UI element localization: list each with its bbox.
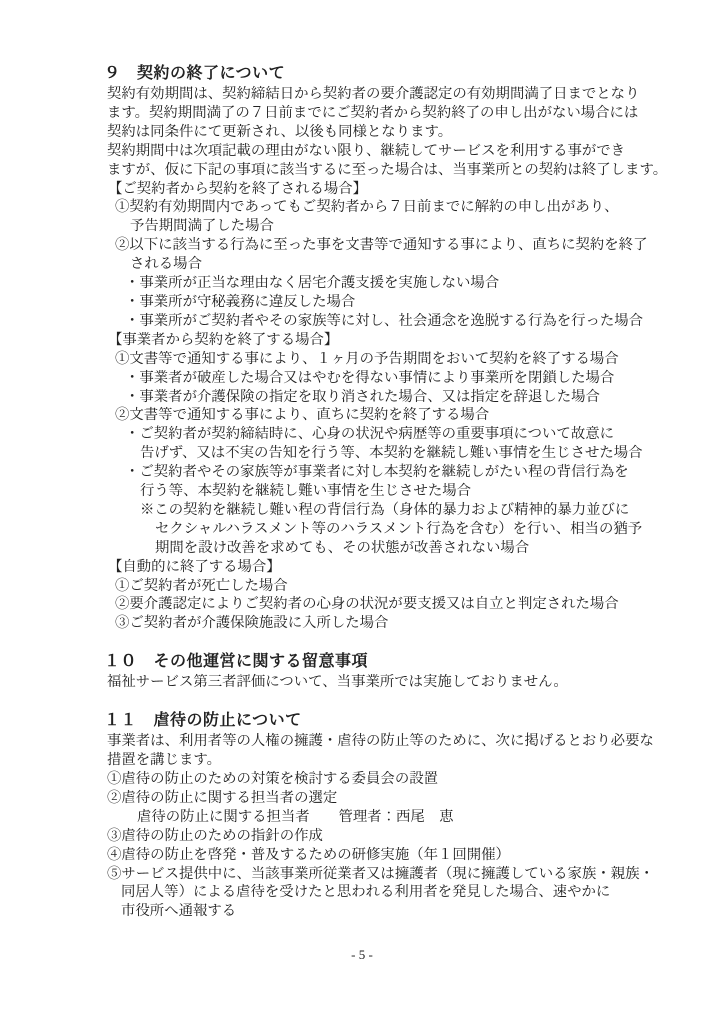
text-line: ・ご契約者やその家族等が事業者に対し本契約を継続しがたい程の背信行為を [125, 464, 629, 481]
text-line: ⑤サービス提供中に、当該事業所従業者又は擁護者（現に擁護している家族・親族・ [107, 865, 654, 882]
text-line: ②文書等で通知する事により、直ちに契約を終了する場合 [115, 407, 490, 424]
text-line: ①文書等で通知する事により、１ヶ月の予告期間をおいて契約を終了する場合 [115, 350, 619, 367]
text-line: 市役所へ通報する [121, 903, 237, 920]
text-line: 契約期間中は次項記載の理由がない限り、継続してサービスを利用する事ができ [107, 142, 626, 159]
text-line: ・事業者が破産した場合又はやむを得ない事情により事業所を閉鎖した場合 [125, 369, 615, 386]
section-heading: ９ 契約の終了について [104, 65, 286, 82]
document-body [104, 63, 684, 921]
text-line: 行う等、本契約を継続し難い事情を生じさせた場合 [140, 483, 471, 500]
section [104, 651, 684, 692]
text-line: 事業者は、利用者等の人権の擁護・虐待の防止等のために、次に掲げるとおり必要な [107, 733, 654, 750]
text-line: ・ご契約者が契約締結時に、心身の状況や病歴等の重要事項について故意に [125, 426, 614, 443]
text-line: 【ご契約者から契約を終了される場合】 [108, 180, 368, 197]
text-line: 虐待の防止に関する担当者 管理者：西尾 恵 [137, 808, 454, 825]
text-line: 福祉サービス第三者評価について、当事業所では実施しておりません。 [107, 674, 568, 691]
text-line: ますが、仮に下記の事項に該当するに至った場合は、当事業所との契約は終了します。 [107, 161, 668, 178]
text-line: ①契約有効期間内であってもご契約者から７日前までに解約の申し出があり、 [115, 199, 619, 216]
page-number: - 5 - [351, 947, 373, 962]
text-line: 措置を講じます。 [107, 752, 221, 769]
text-line: 契約有効期間は、契約締結日から契約者の要介護認定の有効期間満了日までとなり [107, 86, 640, 102]
section-heading: １０ その他運営に関する留意事項 [104, 653, 369, 671]
text-line: ・事業者が介護保険の指定を取り消された場合、又は指定を辞退した場合 [125, 388, 600, 405]
text-line: 期間を設け改善を求めても、その状態が改善されない場合 [155, 539, 530, 556]
text-line: 契約は同条件にて更新され、以後も同様となります。 [107, 123, 453, 140]
page-footer [0, 946, 724, 964]
text-line: セクシャルハラスメント等のハラスメント行為を含む）を行い、相当の猶予 [155, 520, 643, 537]
text-line: ます。契約期間満了の７日前までにご契約者から契約終了の申し出がない場合には [107, 104, 639, 121]
text-line: 【自動的に終了する場合】 [108, 558, 281, 575]
text-line: 予告期間満了した場合 [130, 218, 274, 235]
text-line: ・事業所がご契約者やその家族等に対し、社会通念を逸脱する行為を行った場合 [125, 312, 644, 329]
section [104, 710, 684, 921]
text-line: ・事業所が守秘義務に違反した場合 [125, 293, 356, 310]
text-line: 告げず、又は不実の告知を行う等、本契約を継続し難い事情を生じさせた場合 [140, 445, 643, 462]
text-line: ②要介護認定によりご契約者の心身の状況が要支援又は自立と判定された場合 [115, 596, 619, 613]
text-line: ②虐待の防止に関する担当者の選定 [107, 789, 338, 806]
text-line: ①ご契約者が死亡した場合 [115, 577, 288, 594]
section-heading: １１ 虐待の防止について [104, 712, 302, 730]
text-line: ③虐待の防止のための指針の作成 [107, 827, 323, 844]
text-line: される場合 [130, 256, 202, 273]
text-line: 【事業者から契約を終了する場合】 [108, 331, 339, 348]
text-line: ①虐待の防止のための対策を検討する委員会の設置 [107, 771, 438, 787]
text-line: ②以下に該当する行為に至った事を文書等で通知する事により、直ちに契約を終了 [115, 237, 648, 254]
section [104, 63, 684, 633]
text-line: ④虐待の防止を啓発・普及するための研修実施（年１回開催） [107, 846, 510, 863]
text-line: ③ご契約者が介護保険施設に入所した場合 [115, 615, 389, 632]
text-line: ※この契約を継続し難い程の背信行為（身体的暴力および精神的暴力並びに [140, 501, 630, 518]
text-line: ・事業所が正当な理由なく居宅介護支援を実施しない場合 [125, 275, 500, 292]
text-line: 同居人等）による虐待を受けたと思われる利用者を発見した場合、速やかに [121, 884, 611, 901]
